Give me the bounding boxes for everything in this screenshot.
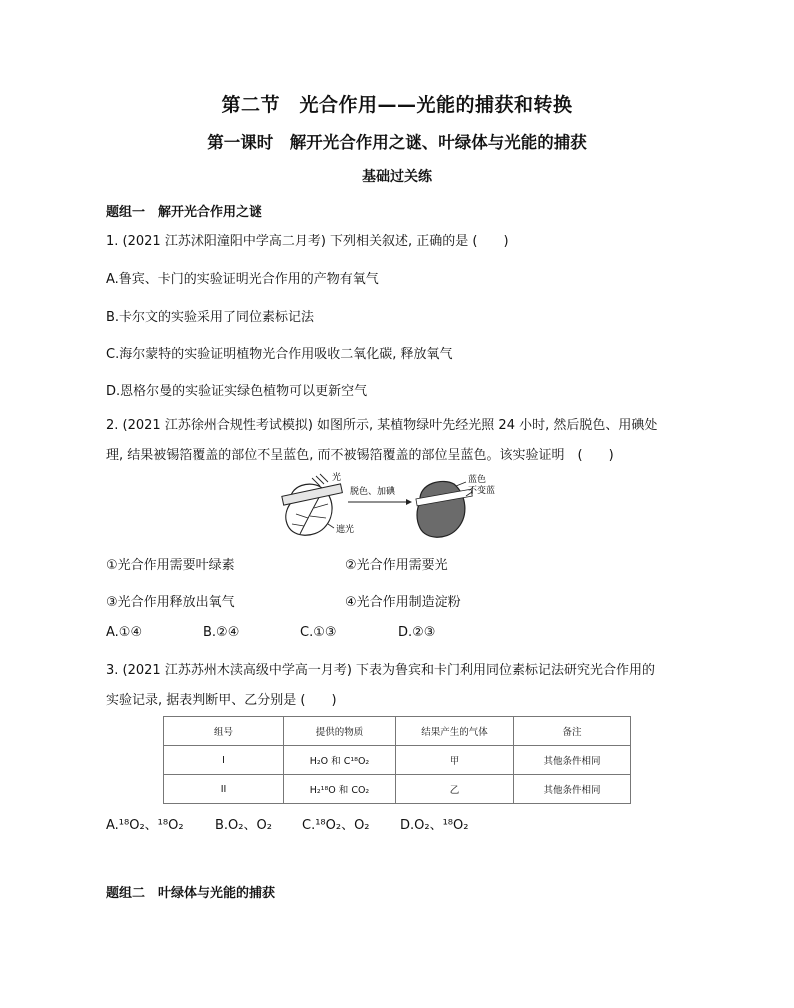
question-2-choice-d: D.②③ <box>398 625 436 640</box>
label-light: 光 <box>332 473 342 483</box>
question-2-choice-a: A.①④ <box>106 625 143 640</box>
question-3-choice-c: C.¹⁸O₂、O₂ <box>302 818 370 833</box>
label-process: 脱色、加碘 <box>350 487 396 497</box>
question-2-stem-line-2: 理, 结果被锡箔覆盖的部位不呈蓝色, 而不被锡箔覆盖的部位呈蓝色。该实验证明 ( ) <box>106 448 614 463</box>
question-2-choice-b: B.②④ <box>203 625 240 640</box>
label-shade: 遮光 <box>336 525 355 535</box>
statement-2: ②光合作用需要光 <box>345 558 448 573</box>
table-cell: 乙 <box>396 775 514 804</box>
statement-4: ④光合作用制造淀粉 <box>345 595 461 610</box>
section-heading: 基础过关练 <box>362 169 432 185</box>
question-3-choice-b: B.O₂、O₂ <box>215 818 272 833</box>
group-heading-1: 题组一 解开光合作用之谜 <box>106 205 263 220</box>
table-cell: H₂¹⁸O 和 CO₂ <box>284 775 396 804</box>
label-not-blue: 不变蓝 <box>468 486 496 496</box>
table-cell: H₂O 和 C¹⁸O₂ <box>284 746 396 775</box>
table-cell: 甲 <box>396 746 514 775</box>
arrow-head-icon <box>406 499 412 505</box>
table-header-cell: 提供的物质 <box>284 717 396 746</box>
lesson-subtitle: 第一课时 解开光合作用之谜、叶绿体与光能的捕获 <box>207 133 587 152</box>
question-2-stem-line-1: 2. (2021 江苏徐州合规性考试模拟) 如图所示, 某植物绿叶先经光照 24 小时, 然后脱色、用碘处 <box>106 418 658 433</box>
question-3-stem-line-1: 3. (2021 江苏苏州木渎高级中学高一月考) 下表为鲁宾和卡门利用同位素标记法研究光合作用的 <box>106 663 656 678</box>
table-cell: 其他条件相同 <box>514 746 631 775</box>
question-3-choice-d: D.O₂、¹⁸O₂ <box>400 818 469 833</box>
table-cell: I <box>164 746 284 775</box>
question-1-stem: 1. (2021 江苏沭阳潼阳中学高二月考) 下列相关叙述, 正确的是 ( ) <box>106 234 509 249</box>
question-1-option-c: C.海尔蒙特的实验证明植物光合作用吸收二氧化碳, 释放氧气 <box>106 347 453 362</box>
label-blue: 蓝色 <box>468 475 487 485</box>
question-1-option-d: D.恩格尔曼的实验证实绿色植物可以更新空气 <box>106 384 368 399</box>
table-header-cell: 备注 <box>514 717 631 746</box>
statement-3: ③光合作用释放出氧气 <box>106 595 235 610</box>
table-row <box>164 746 631 775</box>
question-1-option-b: B.卡尔文的实验采用了同位素标记法 <box>106 310 315 325</box>
table-cell: 其他条件相同 <box>514 775 631 804</box>
table-header-cell: 结果产生的气体 <box>396 717 514 746</box>
table-cell: II <box>164 775 284 804</box>
table-row <box>164 775 631 804</box>
question-1-option-a: A.鲁宾、卡门的实验证明光合作用的产物有氧气 <box>106 272 379 287</box>
table-header-cell: 组号 <box>164 717 284 746</box>
table-header-row <box>164 717 631 746</box>
question-2-choice-c: C.①③ <box>300 625 337 640</box>
leaf-after-icon <box>416 481 472 537</box>
leaf-experiment-figure <box>270 472 530 544</box>
statement-1: ①光合作用需要叶绿素 <box>106 558 235 573</box>
page-title: 第二节 光合作用——光能的捕获和转换 <box>221 94 573 116</box>
question-3-stem-line-2: 实验记录, 据表判断甲、乙分别是 ( ) <box>106 693 337 708</box>
question-3-choice-a: A.¹⁸O₂、¹⁸O₂ <box>106 818 184 833</box>
group-heading-2: 题组二 叶绿体与光能的捕获 <box>106 886 276 901</box>
isotope-table <box>163 716 631 804</box>
